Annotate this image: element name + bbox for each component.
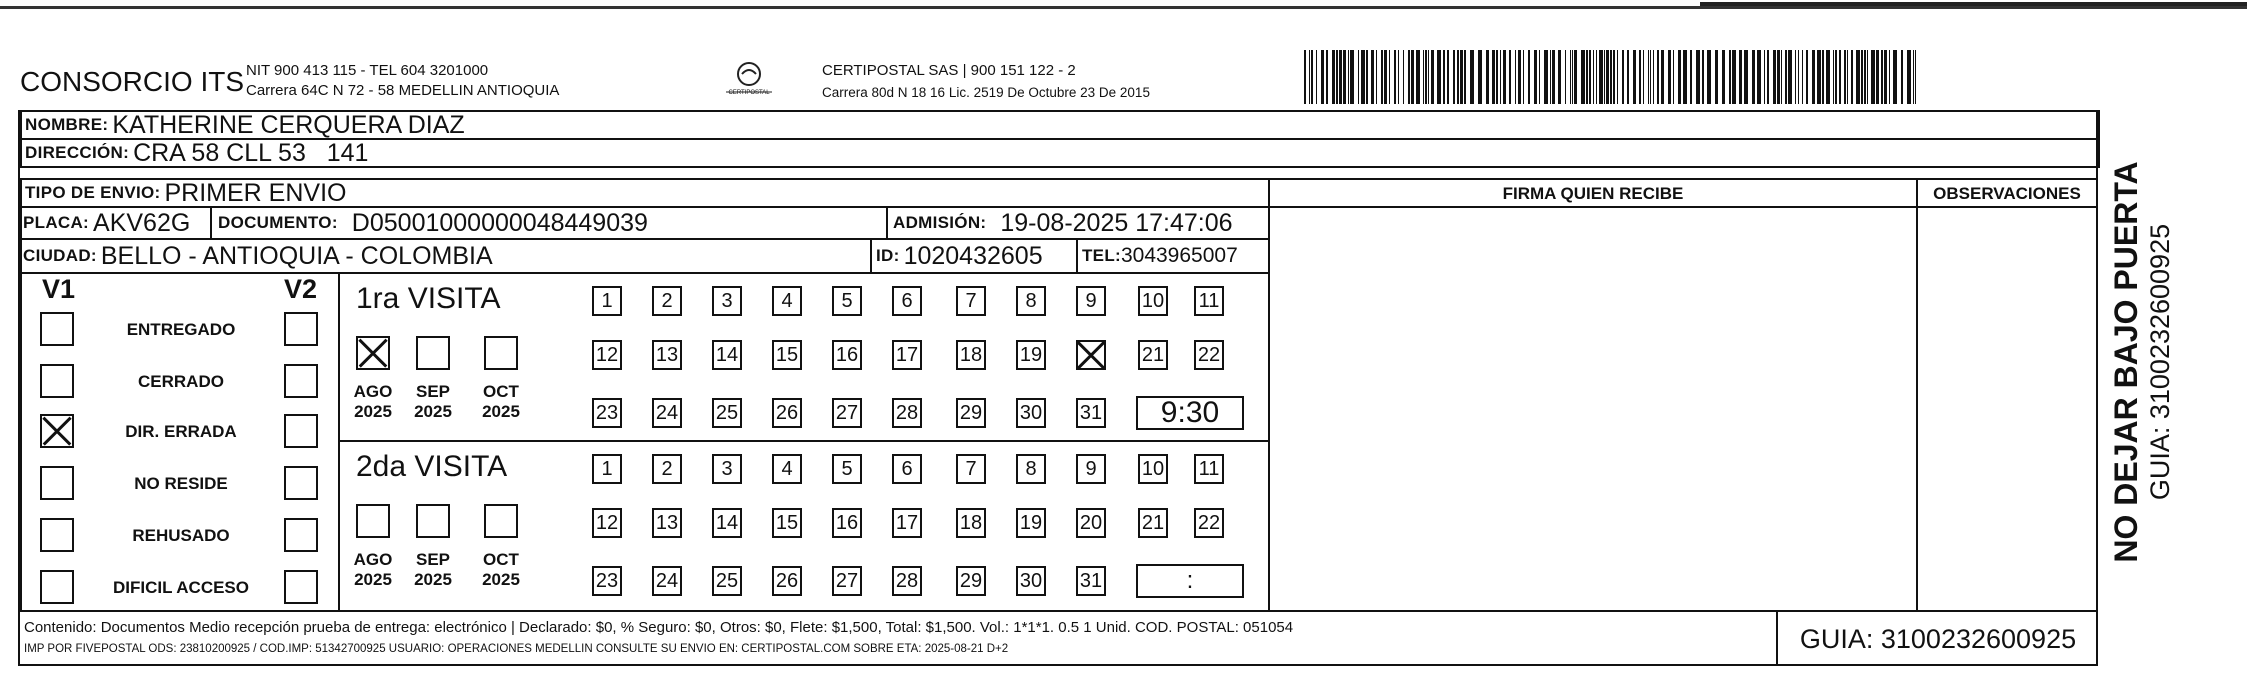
barcode-bar: [1767, 50, 1769, 104]
side-text-rotated: [2109, 136, 2177, 588]
month-label: [346, 382, 400, 422]
day-box[interactable]: 30: [1016, 566, 1046, 596]
month-name: AGO: [353, 550, 393, 569]
barcode-bar: [1509, 50, 1511, 104]
v2-header: V2: [284, 274, 318, 304]
barcode-bar: [1643, 50, 1644, 104]
day-box[interactable]: 12: [592, 508, 622, 538]
barcode-bar: [1574, 50, 1577, 104]
barcode-bar: [1606, 50, 1609, 104]
barcode-bar: [1901, 50, 1903, 104]
barcode-bar: [1798, 50, 1799, 104]
direccion-row: [20, 138, 2100, 168]
barcode-bar: [1833, 50, 1834, 104]
day-box[interactable]: 13: [652, 508, 682, 538]
status-label: REHUSADO: [132, 526, 230, 545]
month-year: 2025: [354, 402, 392, 421]
admision-label: ADMISIÓN:: [893, 213, 987, 232]
visita-title: 2da VISITA: [356, 450, 508, 483]
check-x-icon: [42, 416, 72, 446]
barcode-bar: [1496, 50, 1498, 104]
barcode-bar: [1304, 50, 1306, 104]
barcode-bar: [1394, 50, 1396, 104]
day-box[interactable]: 20: [1076, 508, 1106, 538]
license-line: Carrera 80d N 18 16 Lic. 2519 De Octubre 23 De 2015: [822, 85, 1150, 100]
day-box[interactable]: 24: [652, 566, 682, 596]
firma-column: [1268, 178, 1918, 612]
id-cell: [876, 241, 1043, 271]
month-name: OCT: [483, 382, 519, 401]
barcode-bar: [1332, 50, 1335, 104]
month-name: AGO: [353, 382, 393, 401]
footer-guia: GUIA: 3100232600925: [1799, 624, 2077, 654]
tipo-label: TIPO DE ENVIO:: [25, 183, 161, 202]
barcode-bar: [1683, 50, 1687, 104]
month-year: 2025: [482, 570, 520, 589]
barcode-bar: [1416, 50, 1420, 104]
day-box[interactable]: 10: [1138, 286, 1168, 316]
month-checkbox[interactable]: [416, 336, 450, 370]
status-label: DIR. ERRADA: [125, 422, 237, 441]
barcode-bar: [1596, 50, 1597, 104]
barcode-bar: [1589, 50, 1591, 104]
barcode-bar: [1795, 50, 1796, 104]
day-box[interactable]: 11: [1194, 286, 1224, 316]
no-dejar-warning: NO DEJAR BAJO PUERTA: [2108, 161, 2144, 563]
day-box[interactable]: 22: [1194, 340, 1224, 370]
month-year: 2025: [414, 402, 452, 421]
documento-cell: [218, 208, 648, 238]
side-text: [2108, 136, 2178, 588]
barcode-bar: [1500, 50, 1501, 104]
day-box[interactable]: 25: [712, 566, 742, 596]
barcode-bar: [1861, 50, 1863, 104]
barcode-bar: [1729, 50, 1731, 104]
month-year: 2025: [414, 570, 452, 589]
day-box[interactable]: 22: [1194, 508, 1224, 538]
barcode-bar: [1309, 50, 1310, 104]
barcode-bar: [1339, 50, 1342, 104]
barcode-bar: [1777, 50, 1780, 104]
id-divider: [870, 238, 872, 274]
barcode-bar: [1343, 50, 1346, 104]
nombre-value: KATHERINE CERQUERA DIAZ: [112, 110, 465, 139]
barcode-bar: [1460, 50, 1463, 104]
placa-cell: [23, 208, 190, 238]
day-box[interactable]: 2: [652, 286, 682, 316]
day-box[interactable]: 6: [892, 286, 922, 316]
id-value: 1020432605: [903, 241, 1043, 270]
day-box[interactable]: 31: [1076, 566, 1106, 596]
barcode-bar: [1586, 50, 1588, 104]
barcode-bar: [1867, 50, 1868, 104]
day-box[interactable]: 11: [1194, 454, 1224, 484]
day-box[interactable]: 16: [832, 508, 862, 538]
barcode-bar: [1788, 50, 1792, 104]
barcode-bar: [1371, 50, 1374, 104]
day-box[interactable]: 7: [956, 286, 986, 316]
day-box[interactable]: 15: [772, 340, 802, 370]
barcode-bar: [1492, 50, 1495, 104]
side-guia: GUIA: 3100232600925: [2145, 223, 2175, 501]
barcode-bar: [1773, 50, 1776, 104]
barcode-bar: [1478, 50, 1482, 104]
month-checkbox[interactable]: [356, 504, 390, 538]
month-name: SEP: [415, 382, 451, 401]
barcode-bar: [1570, 50, 1571, 104]
day-box[interactable]: 9: [1076, 454, 1106, 484]
barcode-bar: [1565, 50, 1566, 104]
barcode-bar: [1572, 50, 1573, 104]
imp-text: IMP POR FIVEPOSTAL ODS: 23810200925 / COD.IMP: 51342700925 USUARIO: OPERACIONES MEDELLIN CONSULTE SU ENVIO EN: CERTIPOSTAL.COM SOBRE ETA: 2025-08-21 D+2: [24, 643, 1009, 655]
barcode-bar: [1639, 50, 1641, 104]
barcode-bar: [1552, 50, 1555, 104]
barcode-bar: [1835, 50, 1837, 104]
ciudad-value: BELLO - ANTIOQUIA - COLOMBIA: [100, 241, 493, 270]
tipo-row: [20, 178, 1270, 208]
day-box[interactable]: 13: [652, 340, 682, 370]
barcode-bar: [1326, 50, 1328, 104]
barcode-bar: [1350, 50, 1354, 104]
placa-divider: [210, 206, 212, 240]
barcode-bar: [1817, 50, 1821, 104]
firma-header: FIRMA QUIEN RECIBE: [1502, 184, 1684, 203]
day-box[interactable]: [1076, 340, 1106, 370]
day-box[interactable]: 29: [956, 566, 986, 596]
barcode-bar: [1715, 50, 1718, 104]
company-name: CONSORCIO ITS: [20, 66, 245, 97]
barcode-bar: [1826, 50, 1830, 104]
contenido-text: Contenido: Documentos Medio recepción prueba de entrega: electrónico | Declarado: $0, % Seguro: $0, Otros: $0, Flete: $1,500, Total: $1,500. Vol.: 1*1*1. 0.5 1 Unid. COD. POSTAL: 051054: [24, 619, 1294, 636]
v2-checkbox[interactable]: [284, 466, 318, 500]
month-year: 2025: [354, 570, 392, 589]
month-label: [406, 382, 460, 422]
check-x-icon: [1078, 342, 1104, 368]
direccion-value: CRA 58 CLL 53 141: [133, 138, 369, 167]
ciudad-label: CIUDAD:: [23, 246, 97, 265]
month-checkbox[interactable]: [484, 336, 518, 370]
day-box[interactable]: 21: [1138, 340, 1168, 370]
time-box[interactable]: 9:30: [1136, 396, 1244, 430]
barcode-bar: [1550, 50, 1551, 104]
barcode-bar: [1822, 50, 1824, 104]
month-year: 2025: [482, 402, 520, 421]
barcode-bar: [1453, 50, 1455, 104]
day-box[interactable]: 1: [592, 286, 622, 316]
barcode-bar: [1913, 50, 1914, 104]
barcode-bar: [1581, 50, 1585, 104]
check-x-icon: [358, 338, 388, 368]
barcode-bar: [1464, 50, 1466, 104]
direccion-label: DIRECCIÓN:: [25, 143, 130, 162]
day-box[interactable]: 26: [772, 566, 802, 596]
top-border-line: [0, 6, 2247, 9]
day-box[interactable]: 31: [1076, 398, 1106, 428]
month-checkbox[interactable]: [484, 504, 518, 538]
barcode-bar: [1408, 50, 1410, 104]
barcode-bar: [1457, 50, 1459, 104]
barcode-bar: [1648, 50, 1649, 104]
barcode-bar: [1739, 50, 1742, 104]
v1-checkbox[interactable]: [40, 364, 74, 398]
logo-caption: CERTIPOSTAL: [728, 90, 770, 96]
v1-checkbox[interactable]: [40, 570, 74, 604]
day-box[interactable]: 6: [892, 454, 922, 484]
status-label: ENTREGADO: [126, 320, 236, 339]
barcode-bar: [1915, 50, 1916, 104]
barcode-bar: [1558, 50, 1561, 104]
barcode-bar: [1696, 50, 1700, 104]
barcode-bar: [1593, 50, 1594, 104]
barcode-bar: [1503, 50, 1506, 104]
barcode-bar: [1627, 50, 1629, 104]
barcode-bar: [1437, 50, 1441, 104]
day-box[interactable]: 3: [712, 286, 742, 316]
barcode-bar: [1661, 50, 1664, 104]
month-label: [406, 550, 460, 590]
barcode-bar: [1366, 50, 1368, 104]
barcode-bar: [1613, 50, 1615, 104]
tipo-value: PRIMER ENVIO: [164, 178, 347, 207]
nombre-label: NOMBRE:: [25, 115, 109, 134]
month-label: [474, 382, 528, 422]
ciudad-cell: [23, 241, 493, 271]
documento-value: D05001000000048449039: [351, 208, 648, 237]
tel-divider: [1076, 238, 1078, 274]
placa-value: AKV62G: [93, 208, 191, 237]
barcode-bar: [1844, 50, 1846, 104]
barcode-bar: [1403, 50, 1404, 104]
day-box[interactable]: 27: [832, 566, 862, 596]
month-label: [346, 550, 400, 590]
barcode-bar: [1599, 50, 1603, 104]
address-line: Carrera 64C N 72 - 58 MEDELLIN ANTIOQUIA: [246, 82, 560, 99]
barcode-bar: [1311, 50, 1313, 104]
nombre-row: [20, 110, 2100, 140]
v2-checkbox[interactable]: [284, 414, 318, 448]
barcode-bar: [1752, 50, 1755, 104]
status-label: NO RESIDE: [134, 474, 228, 493]
day-box[interactable]: 25: [712, 398, 742, 428]
barcode-bar: [1518, 50, 1521, 104]
tel-label: TEL:: [1082, 246, 1121, 265]
barcode-bar: [1336, 50, 1338, 104]
barcode-bar: [1893, 50, 1897, 104]
barcode-bar: [1781, 50, 1782, 104]
barcode-bar: [1690, 50, 1692, 104]
barcode-bar: [1447, 50, 1449, 104]
barcode-bar: [1722, 50, 1725, 104]
barcode-bar: [1316, 50, 1317, 104]
barcode-bar: [1376, 50, 1377, 104]
barcode-bar: [1348, 50, 1349, 104]
tel-value: 3043965007: [1120, 244, 1238, 267]
barcode-bar: [1398, 50, 1399, 104]
day-box[interactable]: 2: [652, 454, 682, 484]
v2-checkbox[interactable]: [284, 364, 318, 398]
barcode-bar: [1653, 50, 1654, 104]
admision-cell: [893, 208, 1233, 238]
month-checkbox[interactable]: [356, 336, 390, 370]
barcode-bar: [1757, 50, 1761, 104]
day-box[interactable]: 17: [892, 340, 922, 370]
barcode-bar: [1389, 50, 1390, 104]
observaciones-column: [1916, 178, 2098, 612]
day-box[interactable]: 7: [956, 454, 986, 484]
barcode-bar: [1610, 50, 1612, 104]
day-box[interactable]: 19: [1016, 508, 1046, 538]
barcode-bar: [1425, 50, 1427, 104]
day-box[interactable]: 10: [1138, 454, 1168, 484]
barcode-bar: [1539, 50, 1540, 104]
visita-title: 1ra VISITA: [356, 282, 501, 315]
barcode-bar: [1617, 50, 1618, 104]
barcode-bar: [1785, 50, 1787, 104]
time-box[interactable]: :: [1136, 564, 1244, 598]
barcode-bar: [1702, 50, 1704, 104]
v1-checkbox[interactable]: [40, 518, 74, 552]
month-checkbox[interactable]: [416, 504, 450, 538]
day-box[interactable]: 14: [712, 340, 742, 370]
barcode-bar: [1486, 50, 1489, 104]
admision-divider: [886, 206, 888, 240]
v2-checkbox[interactable]: [284, 312, 318, 346]
barcode: [1304, 50, 1916, 104]
day-box[interactable]: 17: [892, 508, 922, 538]
barcode-bar: [1411, 50, 1414, 104]
day-box[interactable]: 5: [832, 454, 862, 484]
day-box[interactable]: 9: [1076, 286, 1106, 316]
barcode-bar: [1604, 50, 1605, 104]
day-box[interactable]: 27: [832, 398, 862, 428]
barcode-bar: [1534, 50, 1537, 104]
day-box[interactable]: 23: [592, 566, 622, 596]
status-label: DIFICIL ACCESO: [112, 578, 249, 597]
barcode-bar: [1856, 50, 1860, 104]
barcode-bar: [1881, 50, 1883, 104]
barcode-bar: [1361, 50, 1365, 104]
barcode-bar: [1744, 50, 1748, 104]
v1-checkbox[interactable]: [40, 414, 74, 448]
barcode-bar: [1515, 50, 1516, 104]
barcode-bar: [1622, 50, 1624, 104]
month-name: SEP: [415, 550, 451, 569]
day-box[interactable]: 16: [832, 340, 862, 370]
barcode-bar: [1668, 50, 1671, 104]
certipostal-line: CERTIPOSTAL SAS | 900 151 122 - 2: [822, 62, 1076, 79]
barcode-bar: [1523, 50, 1524, 104]
day-box[interactable]: 28: [892, 566, 922, 596]
v2-checkbox[interactable]: [284, 518, 318, 552]
documento-label: DOCUMENTO:: [218, 213, 338, 232]
barcode-bar: [1851, 50, 1853, 104]
day-box[interactable]: 5: [832, 286, 862, 316]
day-box[interactable]: 12: [592, 340, 622, 370]
day-box[interactable]: 4: [772, 286, 802, 316]
barcode-bar: [1423, 50, 1424, 104]
day-box[interactable]: 14: [712, 508, 742, 538]
day-box[interactable]: 28: [892, 398, 922, 428]
barcode-bar: [1633, 50, 1636, 104]
barcode-bar: [1707, 50, 1711, 104]
day-box[interactable]: 1: [592, 454, 622, 484]
day-box[interactable]: 24: [652, 398, 682, 428]
day-box[interactable]: 4: [772, 454, 802, 484]
admision-value: 19-08-2025 17:47:06: [1000, 208, 1233, 237]
barcode-bar: [1806, 50, 1808, 104]
barcode-bar: [1839, 50, 1841, 104]
barcode-bar: [1871, 50, 1875, 104]
barcode-bar: [1889, 50, 1890, 104]
status-label: CERRADO: [138, 372, 224, 391]
barcode-bar: [1864, 50, 1866, 104]
barcode-bar: [1678, 50, 1681, 104]
barcode-bar: [1431, 50, 1434, 104]
day-box[interactable]: 30: [1016, 398, 1046, 428]
id-label: ID:: [876, 246, 900, 265]
barcode-bar: [1384, 50, 1387, 104]
barcode-bar: [1657, 50, 1659, 104]
barcode-bar: [1673, 50, 1674, 104]
tel-cell: [1082, 241, 1238, 271]
day-box[interactable]: 19: [1016, 340, 1046, 370]
barcode-bar: [1764, 50, 1765, 104]
certipostal-logo: [716, 58, 782, 102]
day-box[interactable]: 8: [1016, 286, 1046, 316]
v2-checkbox[interactable]: [284, 570, 318, 604]
barcode-bar: [1907, 50, 1911, 104]
barcode-bar: [1876, 50, 1879, 104]
month-label: [474, 550, 528, 590]
day-box[interactable]: 23: [592, 398, 622, 428]
barcode-bar: [1732, 50, 1736, 104]
day-box[interactable]: 3: [712, 454, 742, 484]
barcode-bar: [1650, 50, 1651, 104]
barcode-bar: [1884, 50, 1887, 104]
day-box[interactable]: 8: [1016, 454, 1046, 484]
v1-header: V1: [42, 274, 76, 304]
barcode-bar: [1321, 50, 1324, 104]
day-box[interactable]: 26: [772, 398, 802, 428]
day-box[interactable]: 18: [956, 508, 986, 538]
placa-label: PLACA:: [23, 213, 90, 232]
top-border-line-right: [1700, 2, 2247, 6]
v1-checkbox[interactable]: [40, 312, 74, 346]
barcode-bar: [1358, 50, 1359, 104]
day-box[interactable]: 18: [956, 340, 986, 370]
day-box[interactable]: 15: [772, 508, 802, 538]
month-name: OCT: [483, 550, 519, 569]
day-box[interactable]: 21: [1138, 508, 1168, 538]
day-box[interactable]: 29: [956, 398, 986, 428]
barcode-bar: [1443, 50, 1445, 104]
observaciones-header: OBSERVACIONES: [1933, 184, 2081, 203]
barcode-bar: [1381, 50, 1383, 104]
barcode-bar: [1470, 50, 1474, 104]
barcode-bar: [1812, 50, 1815, 104]
barcode-bar: [1544, 50, 1548, 104]
nit-line: NIT 900 413 115 - TEL 604 3201000: [246, 62, 489, 79]
v1-checkbox[interactable]: [40, 466, 74, 500]
barcode-bar: [1802, 50, 1803, 104]
barcode-bar: [1847, 50, 1848, 104]
barcode-bar: [1428, 50, 1429, 104]
barcode-bar: [1528, 50, 1530, 104]
